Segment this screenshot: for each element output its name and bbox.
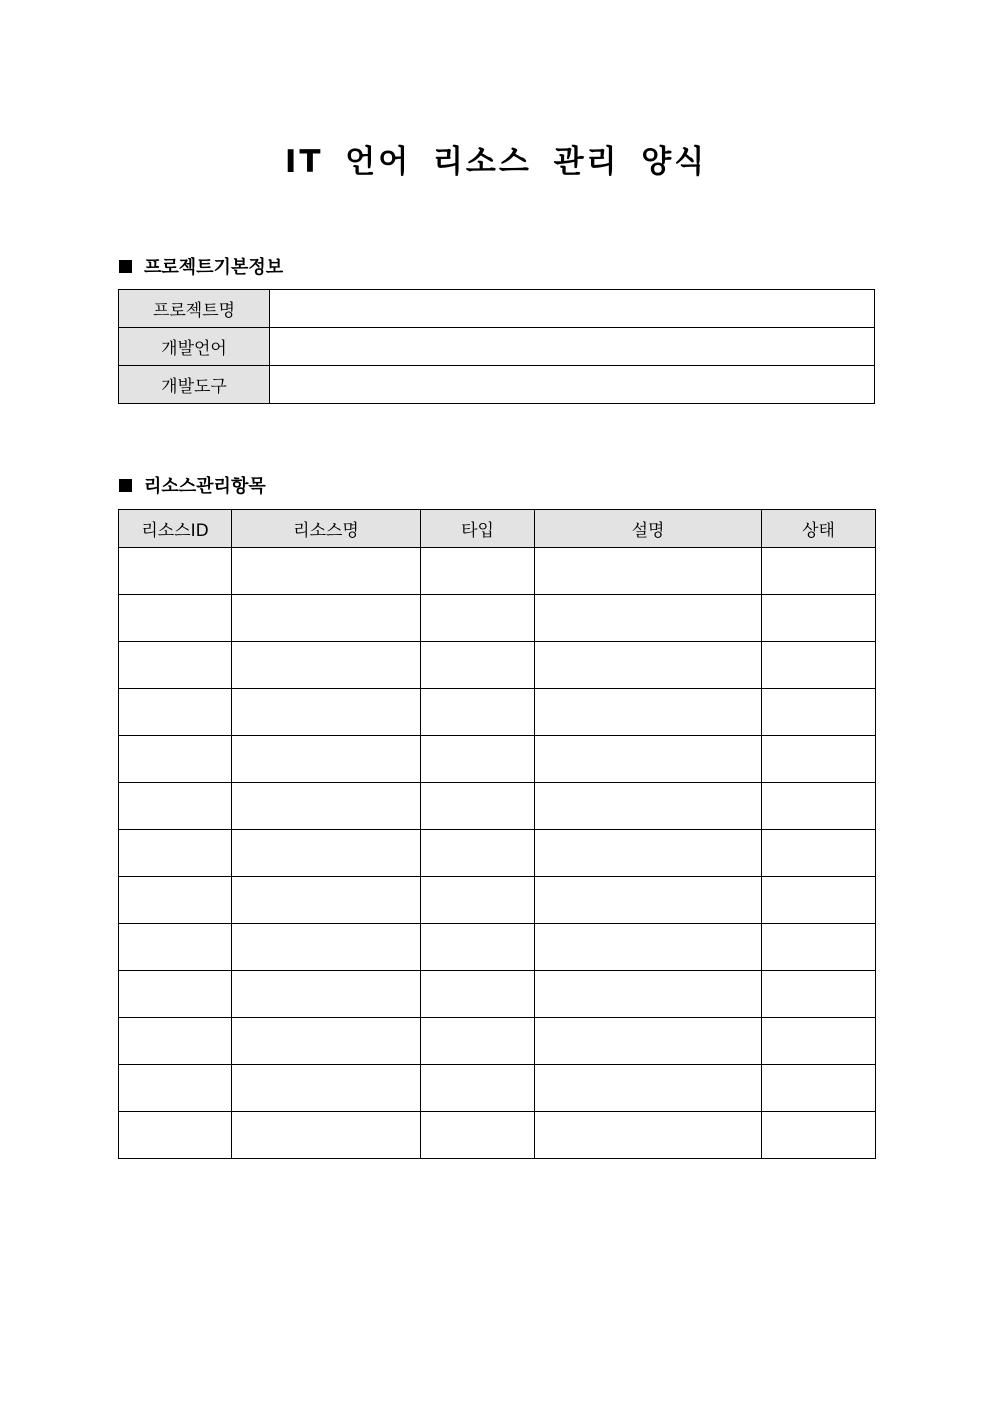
type-cell[interactable] xyxy=(421,783,535,830)
table-row xyxy=(119,328,875,366)
page-title: IT 언어 리소스 관리 양식 xyxy=(284,144,708,180)
description-cell[interactable] xyxy=(535,1112,762,1159)
type-cell[interactable] xyxy=(421,1018,535,1065)
description-cell[interactable] xyxy=(535,689,762,736)
resource-id-cell[interactable] xyxy=(119,877,232,924)
resource-id-cell[interactable] xyxy=(119,924,232,971)
project-info-table xyxy=(118,289,875,404)
resource-name-cell[interactable] xyxy=(232,830,421,877)
type-cell[interactable] xyxy=(421,877,535,924)
status-cell[interactable] xyxy=(762,783,876,830)
section-title: 리소스관리항목 xyxy=(144,476,266,497)
status-cell[interactable] xyxy=(762,548,876,595)
table-row xyxy=(119,548,876,595)
table-row xyxy=(119,736,876,783)
type-cell[interactable] xyxy=(421,1065,535,1112)
status-cell[interactable] xyxy=(762,642,876,689)
resource-id-cell[interactable] xyxy=(119,595,232,642)
description-cell[interactable] xyxy=(535,877,762,924)
column-header-description: 설명 xyxy=(535,510,762,548)
section-title: 프로젝트기본정보 xyxy=(144,257,284,278)
resource-name-cell[interactable] xyxy=(232,548,421,595)
column-header-resource-name: 리소스명 xyxy=(232,510,421,548)
description-cell[interactable] xyxy=(535,830,762,877)
description-cell[interactable] xyxy=(535,1065,762,1112)
resource-name-cell[interactable] xyxy=(232,1112,421,1159)
resource-name-cell[interactable] xyxy=(232,971,421,1018)
status-cell[interactable] xyxy=(762,1018,876,1065)
type-cell[interactable] xyxy=(421,548,535,595)
description-cell[interactable] xyxy=(535,642,762,689)
square-bullet-icon xyxy=(119,479,132,492)
section-heading-project-info xyxy=(119,253,283,279)
status-cell[interactable] xyxy=(762,689,876,736)
table-row xyxy=(119,783,876,830)
table-row xyxy=(119,1112,876,1159)
project-name-label: 프로젝트명 xyxy=(119,290,270,328)
type-cell[interactable] xyxy=(421,971,535,1018)
type-cell[interactable] xyxy=(421,595,535,642)
description-cell[interactable] xyxy=(535,548,762,595)
resource-id-cell[interactable] xyxy=(119,783,232,830)
table-row xyxy=(119,689,876,736)
resource-id-cell[interactable] xyxy=(119,1065,232,1112)
status-cell[interactable] xyxy=(762,830,876,877)
status-cell[interactable] xyxy=(762,595,876,642)
status-cell[interactable] xyxy=(762,736,876,783)
description-cell[interactable] xyxy=(535,971,762,1018)
table-row xyxy=(119,642,876,689)
description-cell[interactable] xyxy=(535,736,762,783)
resource-id-cell[interactable] xyxy=(119,642,232,689)
type-cell[interactable] xyxy=(421,1112,535,1159)
square-bullet-icon xyxy=(119,260,132,273)
type-cell[interactable] xyxy=(421,924,535,971)
resource-id-cell[interactable] xyxy=(119,830,232,877)
dev-tool-field[interactable] xyxy=(270,366,875,404)
description-cell[interactable] xyxy=(535,924,762,971)
resource-table xyxy=(118,509,876,1159)
project-name-field[interactable] xyxy=(270,290,875,328)
column-header-type: 타입 xyxy=(421,510,535,548)
table-row xyxy=(119,290,875,328)
status-cell[interactable] xyxy=(762,1112,876,1159)
resource-table-body xyxy=(119,548,876,1159)
description-cell[interactable] xyxy=(535,1018,762,1065)
resource-name-cell[interactable] xyxy=(232,1018,421,1065)
status-cell[interactable] xyxy=(762,1065,876,1112)
type-cell[interactable] xyxy=(421,689,535,736)
resource-name-cell[interactable] xyxy=(232,877,421,924)
dev-language-label: 개발언어 xyxy=(119,328,270,366)
resource-id-cell[interactable] xyxy=(119,1018,232,1065)
column-header-status: 상태 xyxy=(762,510,876,548)
status-cell[interactable] xyxy=(762,971,876,1018)
section-heading-resources xyxy=(119,472,266,498)
resource-id-cell[interactable] xyxy=(119,1112,232,1159)
resource-name-cell[interactable] xyxy=(232,1065,421,1112)
table-header-row xyxy=(119,510,876,548)
resource-id-cell[interactable] xyxy=(119,689,232,736)
resource-name-cell[interactable] xyxy=(232,924,421,971)
dev-language-field[interactable] xyxy=(270,328,875,366)
resource-name-cell[interactable] xyxy=(232,689,421,736)
table-row xyxy=(119,366,875,404)
resource-name-cell[interactable] xyxy=(232,595,421,642)
resource-name-cell[interactable] xyxy=(232,736,421,783)
dev-tool-label: 개발도구 xyxy=(119,366,270,404)
table-row xyxy=(119,971,876,1018)
table-row xyxy=(119,1018,876,1065)
resource-name-cell[interactable] xyxy=(232,642,421,689)
type-cell[interactable] xyxy=(421,830,535,877)
resource-id-cell[interactable] xyxy=(119,548,232,595)
type-cell[interactable] xyxy=(421,736,535,783)
column-header-resource-id: 리소스ID xyxy=(119,510,232,548)
description-cell[interactable] xyxy=(535,783,762,830)
table-row xyxy=(119,1065,876,1112)
type-cell[interactable] xyxy=(421,642,535,689)
resource-id-cell[interactable] xyxy=(119,971,232,1018)
table-row xyxy=(119,595,876,642)
table-row xyxy=(119,924,876,971)
status-cell[interactable] xyxy=(762,877,876,924)
description-cell[interactable] xyxy=(535,595,762,642)
table-row xyxy=(119,877,876,924)
status-cell[interactable] xyxy=(762,924,876,971)
resource-name-cell[interactable] xyxy=(232,783,421,830)
resource-id-cell[interactable] xyxy=(119,736,232,783)
table-row xyxy=(119,830,876,877)
